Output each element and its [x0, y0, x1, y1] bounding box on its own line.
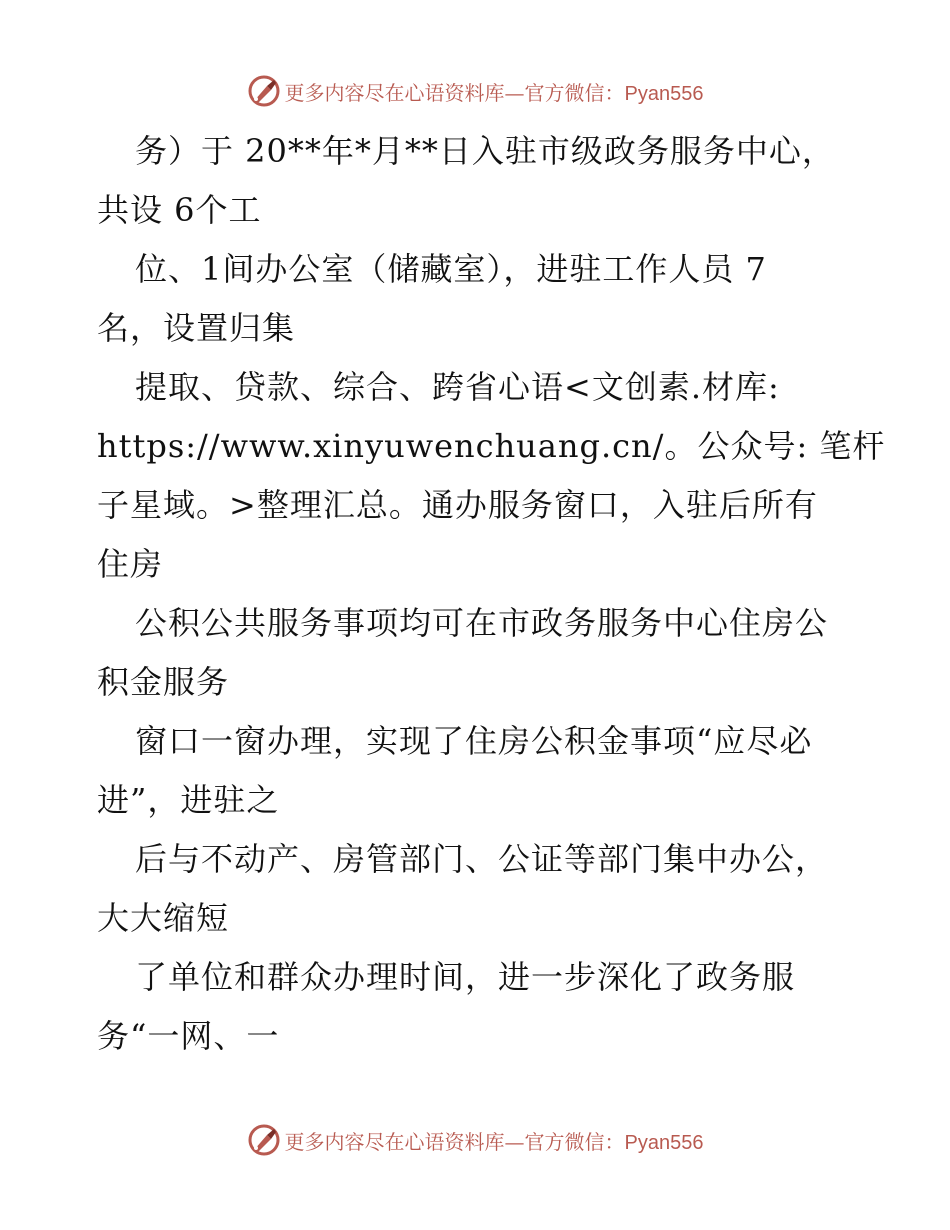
text-line: 共设 6个工	[97, 191, 262, 229]
header-watermark-banner	[0, 71, 950, 111]
text-line: 位、1间办公室（储藏室），进驻工作人员 7	[135, 250, 767, 288]
text-line: 名，设置归集	[97, 309, 296, 347]
footer-watermark-banner	[0, 1120, 950, 1160]
text-line: 务）于 20**年*月**日入驻市级政务服务中心，	[135, 132, 835, 170]
pen-logo-icon	[247, 1123, 281, 1157]
text-line: https://www.xinyuwenchuang.cn/。公众号: 笔杆	[97, 427, 886, 465]
banner-wechat-id: Pyan556	[624, 82, 704, 105]
text-line: 务“一网、一	[97, 1017, 280, 1055]
banner-wechat-id: Pyan556	[624, 1131, 704, 1154]
document-body	[97, 122, 886, 1066]
text-line: 后与不动产、房管部门、公证等部门集中办公，	[135, 840, 829, 878]
text-line: 住房	[97, 545, 164, 583]
text-line: 公积公共服务事项均可在市政务服务中心住房公	[135, 604, 829, 642]
banner-text: 更多内容尽在心语资料库—官方微信：Pyan556	[284, 80, 704, 105]
text-line: 窗口一窗办理，实现了住房公积金事项“应尽必	[135, 722, 813, 760]
text-line: 积金服务	[97, 663, 230, 701]
text-line: 了单位和群众办理时间，进一步深化了政务服	[135, 958, 796, 996]
text-line: 提取、贷款、综合、跨省心语<文创素.材库:	[135, 368, 780, 406]
text-line: 进”，进驻之	[97, 781, 280, 819]
text-line: 大大缩短	[97, 899, 230, 937]
text-line: 子星域。>整理汇总。通办服务窗口，入驻后所有	[97, 486, 818, 524]
banner-text: 更多内容尽在心语资料库—官方微信：Pyan556	[284, 1129, 704, 1154]
pen-logo-icon	[247, 74, 281, 108]
